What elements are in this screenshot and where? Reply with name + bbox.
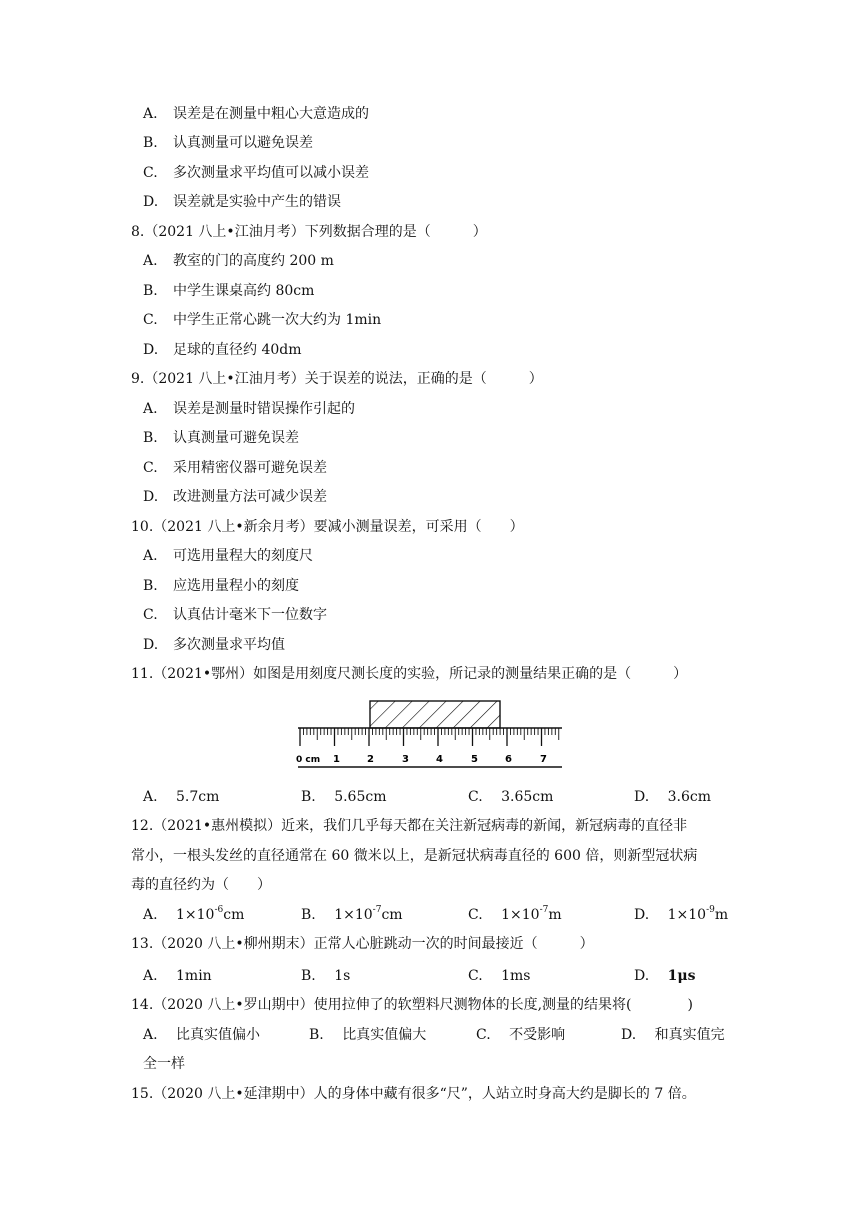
- q11-stem: 11.（2021•鄂州）如图是用刻度尺测长度的实验，所记录的测量结果正确的是（ ）: [131, 666, 688, 682]
- option-letter: A.: [143, 253, 158, 269]
- option-text: 改进测量方法可减少误差: [173, 489, 327, 505]
- option-text: 应选用量程小的刻度: [173, 578, 299, 594]
- option-unit: m: [714, 907, 729, 923]
- option-text: 认真测量可避免误差: [173, 430, 299, 446]
- option-letter: C.: [143, 460, 158, 476]
- option-text: 足球的直径约 40dm: [173, 342, 302, 358]
- q8-stem: 8.（2021 八上•江油月考）下列数据合理的是（ ）: [131, 224, 487, 240]
- q11-option-d: [634, 788, 711, 806]
- option-letter: D.: [143, 489, 159, 505]
- option-text: 1μs: [667, 968, 696, 984]
- q11-option-a: [143, 788, 219, 806]
- option-unit: cm: [381, 907, 403, 923]
- ruler-label-6: 6: [505, 754, 512, 765]
- option-exponent: -9: [706, 905, 715, 916]
- option-letter: B.: [301, 789, 316, 805]
- ruler-label-5: 5: [471, 754, 478, 765]
- option-text: 误差就是实验中产生的错误: [173, 194, 341, 210]
- option-text: 1ms: [501, 968, 531, 984]
- option-letter: C.: [143, 312, 158, 328]
- option-text: 误差是在测量中粗心大意造成的: [173, 106, 369, 122]
- option-exponent: -7: [539, 905, 549, 916]
- q13-option-d: [634, 967, 696, 985]
- option-text: 比真实值偏小: [176, 1027, 261, 1043]
- option-unit: cm: [223, 907, 245, 923]
- ruler-ticks: [300, 728, 559, 746]
- q12-stem-line-2: 常小，一根头发丝的直径通常在 60 微米以上，是新冠状病毒直径的 600 倍，则新型冠状病: [131, 848, 698, 864]
- q14-stem: 14.（2020 八上•罗山期中）使用拉伸了的软塑料尺测物体的长度,测量的结果将( ): [131, 997, 693, 1013]
- option-text: 不受影响: [509, 1027, 566, 1043]
- q12-option-a: [143, 906, 244, 924]
- option-letter: A.: [143, 907, 158, 923]
- option-letter: A.: [143, 1027, 158, 1043]
- ruler-label-2: 2: [367, 754, 374, 765]
- option-letter: D.: [634, 907, 650, 923]
- option-exponent: -7: [372, 905, 382, 916]
- option-letter: A.: [143, 968, 158, 984]
- option-text: 1s: [334, 968, 351, 984]
- option-text: 可选用量程大的刻度尺: [173, 548, 313, 564]
- option-letter: A.: [143, 106, 158, 122]
- option-letter: B.: [143, 135, 158, 151]
- q13-option-a: [143, 967, 212, 985]
- q13-option-c: [468, 967, 531, 985]
- option-text: 认真估计毫米下一位数字: [173, 607, 327, 623]
- q12-option-d: [634, 906, 728, 924]
- q13-stem: 13.（2020 八上•柳州期末）正常人心脏跳动一次的时间最接近（ ）: [131, 936, 594, 952]
- option-base: 1×10: [501, 907, 540, 923]
- option-letter: D.: [143, 637, 159, 653]
- option-text: 5.65cm: [334, 789, 387, 805]
- option-text: 误差是测量时错误操作引起的: [173, 401, 355, 417]
- option-letter: D.: [143, 194, 159, 210]
- option-text: 采用精密仪器可避免误差: [173, 460, 327, 476]
- option-text: 中学生正常心跳一次大约为 1min: [173, 312, 382, 328]
- option-text: 比真实值偏大: [342, 1027, 427, 1043]
- option-letter: C.: [468, 789, 483, 805]
- option-text: 5.7cm: [176, 789, 220, 805]
- q14-option-c: [476, 1026, 565, 1044]
- option-letter: B.: [309, 1027, 324, 1043]
- option-letter: B.: [301, 907, 316, 923]
- option-text: 和真实值完: [654, 1027, 725, 1043]
- option-letter: B.: [301, 968, 316, 984]
- q14-option-d-wrap: 全一样: [143, 1056, 185, 1072]
- option-exponent: -6: [214, 905, 224, 916]
- option-letter: C.: [143, 165, 158, 181]
- q14-option-a: [143, 1026, 260, 1044]
- ruler-label-7: 7: [540, 754, 547, 765]
- option-text: 中学生课桌高约 80cm: [173, 283, 315, 299]
- option-letter: B.: [143, 283, 158, 299]
- q9-stem: 9.（2021 八上•江油月考）关于误差的说法，正确的是（ ）: [131, 371, 543, 387]
- option-letter: C.: [468, 907, 483, 923]
- q12-stem-line-3: 毒的直径约为（ ）: [131, 877, 271, 893]
- option-text: 3.6cm: [667, 789, 712, 805]
- option-letter: D.: [621, 1027, 637, 1043]
- measured-block: [370, 701, 500, 728]
- ruler-label-4: 4: [436, 754, 443, 765]
- option-text: 认真测量可以避免误差: [173, 135, 313, 151]
- q13-option-b: [301, 967, 350, 985]
- q14-option-d: [621, 1026, 725, 1044]
- option-text: 教室的门的高度约 200 m: [173, 253, 334, 269]
- option-letter: D.: [634, 789, 650, 805]
- q12-stem-line-1: 12.（2021•惠州模拟）近来，我们几乎每天都在关注新冠病毒的新闻，新冠病毒的直径非: [131, 818, 688, 834]
- q12-option-c: [468, 906, 562, 924]
- option-letter: B.: [143, 430, 158, 446]
- option-letter: A.: [143, 789, 158, 805]
- option-text: 多次测量求平均值: [173, 637, 285, 653]
- option-letter: C.: [468, 968, 483, 984]
- ruler-label-1: 1: [333, 754, 340, 765]
- ruler-label-3: 3: [402, 754, 409, 765]
- option-letter: B.: [143, 578, 158, 594]
- option-letter: D.: [143, 342, 159, 358]
- ruler-labels: [296, 754, 547, 765]
- option-unit: m: [548, 907, 562, 923]
- option-letter: A.: [143, 401, 158, 417]
- option-base: 1×10: [667, 907, 707, 923]
- option-letter: A.: [143, 548, 158, 564]
- option-letter: C.: [143, 607, 158, 623]
- q12-option-b: [301, 906, 403, 924]
- ruler-label-0: 0 cm: [296, 755, 321, 765]
- option-letter: C.: [476, 1027, 491, 1043]
- option-base: 1×10: [334, 907, 373, 923]
- option-text: 1min: [176, 968, 212, 984]
- q10-stem: 10.（2021 八上•新余月考）要减小测量误差，可采用（ ）: [131, 519, 524, 535]
- option-letter: D.: [634, 968, 650, 984]
- q11-option-b: [301, 788, 387, 806]
- option-text: 3.65cm: [501, 789, 554, 805]
- option-base: 1×10: [176, 907, 215, 923]
- q15-stem: 15.（2020 八上•延津期中）人的身体中藏有很多“尺”，人站立时身高大约是脚长的 7 倍。: [131, 1086, 696, 1102]
- q14-option-b: [309, 1026, 426, 1044]
- option-text: 多次测量求平均值可以减小误差: [173, 165, 369, 181]
- q11-option-c: [468, 788, 553, 806]
- ruler-figure: [294, 700, 566, 772]
